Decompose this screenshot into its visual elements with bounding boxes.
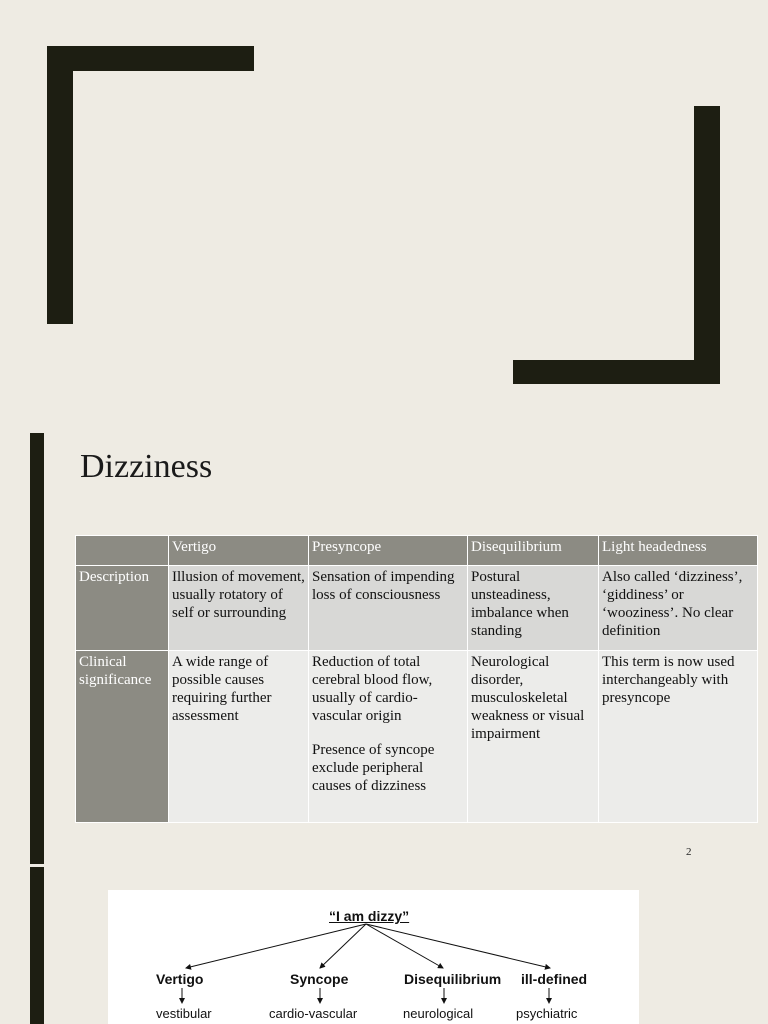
table-row (76, 651, 758, 823)
cell-description-presyncope: Sensation of impending loss of consciousness (309, 566, 468, 651)
cell-clinical-presyncope (309, 651, 468, 823)
category-vertigo: Vertigo (156, 971, 204, 987)
cell-description-light-headedness: Also called ‘dizziness’, ‘giddiness’ or ‘wooziness’. No clear definition (599, 566, 758, 651)
subcategory-neurological: neurological (403, 1006, 474, 1021)
cell-clinical-vertigo: A wide range of possible causes requiring further assessment (169, 651, 309, 823)
header-cell-vertigo: Vertigo (169, 536, 309, 566)
diagram-title: “I am dizzy” (329, 908, 410, 924)
header-cell-empty (76, 536, 169, 566)
cell-clinical-disequilibrium: Neurological disorder, musculoskeletal weakness or visual impairment (468, 651, 599, 823)
table-header-row (76, 536, 758, 566)
arrow-to-disequilibrium (366, 924, 443, 968)
subcategory-vestibular: vestibular (156, 1006, 212, 1021)
corner-bracket-top-left-vertical (47, 46, 73, 324)
slide-title: Dizziness (80, 448, 213, 485)
header-cell-presyncope: Presyncope (309, 536, 468, 566)
corner-bracket-bottom-right-horizontal (513, 360, 720, 384)
subcategory-cardio-vascular: cardio-vascular (269, 1006, 358, 1021)
arrow-to-ill-defined (366, 924, 550, 968)
row-label-description: Description (76, 566, 169, 651)
cell-clinical-presyncope-note: Presence of syncope exclude peripheral causes of dizziness (312, 742, 435, 794)
cell-description-vertigo: Illusion of movement, usually rotatory of self or surrounding (169, 566, 309, 651)
table-row (76, 566, 758, 651)
dizziness-table (75, 535, 758, 823)
corner-bracket-bottom-right-vertical (694, 106, 720, 384)
category-syncope: Syncope (290, 971, 349, 987)
dizzy-diagram (108, 890, 639, 1024)
page-number: 2 (686, 846, 692, 858)
subcategory-psychiatric: psychiatric (516, 1006, 578, 1021)
row-label-clinical-significance: Clinical significance (76, 651, 169, 823)
header-cell-disequilibrium: Disequilibrium (468, 536, 599, 566)
category-ill-defined: ill-defined (521, 971, 588, 987)
left-accent-bar (30, 433, 44, 864)
cell-clinical-light-headedness: This term is now used interchangeably with presyncope (599, 651, 758, 823)
cell-clinical-presyncope-text: Reduction of total cerebral blood flow, usually of cardio-vascular origin (312, 654, 433, 724)
category-disequilibrium: Disequilibrium (404, 971, 502, 987)
arrow-to-syncope (320, 924, 366, 968)
corner-bracket-top-left-horizontal (47, 46, 254, 71)
cell-description-disequilibrium: Postural unsteadiness, imbalance when standing (468, 566, 599, 651)
left-accent-bar-lower (30, 867, 44, 1024)
arrow-to-vertigo (186, 924, 366, 968)
header-cell-light-headedness: Light headedness (599, 536, 758, 566)
